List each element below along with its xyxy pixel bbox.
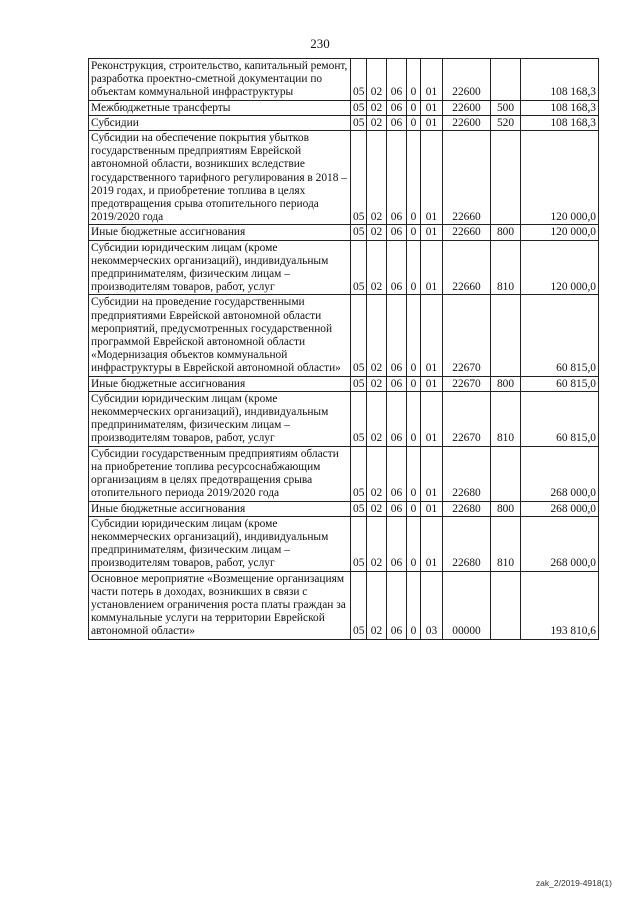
row-name: Субсидии государственным предприятиям области на приобретение топлива ресурсоснабжающим организациям в целях предотвращения срыва отопительного периода 2019/2020 года (89, 446, 351, 501)
table-row (89, 225, 599, 240)
code-program: 06 (387, 295, 407, 376)
row-amount: 108 168,3 (521, 59, 599, 101)
code-direction: 22600 (443, 59, 491, 101)
code-expense-type: 810 (491, 516, 521, 571)
table-row (89, 391, 599, 446)
code-subprogram: 0 (407, 100, 421, 115)
code-section: 02 (367, 225, 387, 240)
table-row (89, 131, 599, 225)
table-row (89, 115, 599, 130)
row-amount: 120 000,0 (521, 225, 599, 240)
row-amount: 120 000,0 (521, 131, 599, 225)
code-expense-type: 810 (491, 391, 521, 446)
row-amount: 268 000,0 (521, 446, 599, 501)
code-direction: 22670 (443, 295, 491, 376)
code-program: 06 (387, 391, 407, 446)
row-amount: 120 000,0 (521, 240, 599, 295)
page-number: 230 (310, 36, 330, 51)
code-subprogram: 0 (407, 571, 421, 639)
code-section: 02 (367, 571, 387, 639)
row-name: Иные бюджетные ассигнования (89, 225, 351, 240)
code-subprogram: 0 (407, 516, 421, 571)
code-expense-type: 520 (491, 115, 521, 130)
row-name: Иные бюджетные ассигнования (89, 376, 351, 391)
code-ministry: 05 (351, 376, 367, 391)
code-subprogram: 0 (407, 501, 421, 516)
row-name: Иные бюджетные ассигнования (89, 501, 351, 516)
code-expense-type (491, 571, 521, 639)
code-ministry: 05 (351, 391, 367, 446)
table-row (89, 571, 599, 639)
code-subprogram: 0 (407, 295, 421, 376)
code-subprogram: 0 (407, 391, 421, 446)
row-name: Межбюджетные трансферты (89, 100, 351, 115)
code-section: 02 (367, 391, 387, 446)
table-row (89, 295, 599, 376)
code-ministry: 05 (351, 571, 367, 639)
table-row (89, 446, 599, 501)
code-program: 06 (387, 240, 407, 295)
row-amount: 60 815,0 (521, 295, 599, 376)
code-expense-type (491, 295, 521, 376)
code-event: 01 (421, 516, 443, 571)
code-expense-type: 800 (491, 501, 521, 516)
code-direction: 22600 (443, 100, 491, 115)
table-row (89, 59, 599, 101)
code-expense-type: 800 (491, 225, 521, 240)
code-section: 02 (367, 115, 387, 130)
row-amount: 268 000,0 (521, 516, 599, 571)
code-event: 01 (421, 446, 443, 501)
row-name: Субсидии на обеспечение покрытия убытков государственным предприятиям Еврейской автономной области, возникших вследствие государственного тарифного регулирования в 2018 – 2019 годах, и приобретение топлива в целях предотвращения срыва отопительного периода 2019/2020 года (89, 131, 351, 225)
code-program: 06 (387, 516, 407, 571)
code-event: 01 (421, 376, 443, 391)
table-row (89, 240, 599, 295)
code-ministry: 05 (351, 225, 367, 240)
row-amount: 60 815,0 (521, 376, 599, 391)
code-subprogram: 0 (407, 131, 421, 225)
row-name: Субсидии юридическим лицам (кроме некоммерческих организаций), индивидуальным предпринимателям, физическим лицам – производителям товаров, работ, услуг (89, 240, 351, 295)
code-event: 01 (421, 391, 443, 446)
code-direction: 00000 (443, 571, 491, 639)
row-name: Субсидии юридическим лицам (кроме некоммерческих организаций), индивидуальным предпринимателям, физическим лицам – производителям товаров, работ, услуг (89, 516, 351, 571)
table-row (89, 100, 599, 115)
code-subprogram: 0 (407, 240, 421, 295)
table-row (89, 376, 599, 391)
code-program: 06 (387, 131, 407, 225)
row-amount: 268 000,0 (521, 501, 599, 516)
code-section: 02 (367, 59, 387, 101)
code-program: 06 (387, 59, 407, 101)
code-section: 02 (367, 501, 387, 516)
code-program: 06 (387, 376, 407, 391)
code-ministry: 05 (351, 446, 367, 501)
code-program: 06 (387, 501, 407, 516)
table-row (89, 501, 599, 516)
row-amount: 60 815,0 (521, 391, 599, 446)
budget-table-body (89, 59, 599, 640)
row-amount: 108 168,3 (521, 100, 599, 115)
code-ministry: 05 (351, 115, 367, 130)
code-subprogram: 0 (407, 376, 421, 391)
code-program: 06 (387, 446, 407, 501)
code-section: 02 (367, 376, 387, 391)
code-direction: 22680 (443, 446, 491, 501)
code-event: 03 (421, 571, 443, 639)
row-name: Субсидии юридическим лицам (кроме некоммерческих организаций), индивидуальным предпринимателям, физическим лицам – производителям товаров, работ, услуг (89, 391, 351, 446)
code-event: 01 (421, 225, 443, 240)
code-expense-type (491, 446, 521, 501)
code-expense-type: 800 (491, 376, 521, 391)
code-subprogram: 0 (407, 225, 421, 240)
code-event: 01 (421, 115, 443, 130)
code-subprogram: 0 (407, 115, 421, 130)
code-section: 02 (367, 131, 387, 225)
code-ministry: 05 (351, 59, 367, 101)
row-amount: 193 810,6 (521, 571, 599, 639)
code-program: 06 (387, 571, 407, 639)
code-direction: 22670 (443, 391, 491, 446)
row-amount: 108 168,3 (521, 115, 599, 130)
row-name: Субсидии (89, 115, 351, 130)
code-ministry: 05 (351, 131, 367, 225)
code-event: 01 (421, 100, 443, 115)
code-direction: 22660 (443, 225, 491, 240)
code-expense-type: 500 (491, 100, 521, 115)
code-direction: 22670 (443, 376, 491, 391)
code-ministry: 05 (351, 295, 367, 376)
code-event: 01 (421, 501, 443, 516)
row-name: Субсидии на проведение государственными предприятиями Еврейской автономной области мероприятий, предусмотренных государственной программой Еврейской автономной области «Модернизация объектов коммунальной инфраструктуры в Еврейской автономной области» (89, 295, 351, 376)
code-event: 01 (421, 295, 443, 376)
code-section: 02 (367, 295, 387, 376)
code-expense-type: 810 (491, 240, 521, 295)
row-name: Реконструкция, строительство, капитальный ремонт, разработка проектно-сметной документации по объектам коммунальной инфраструктуры (89, 59, 351, 101)
code-ministry: 05 (351, 501, 367, 516)
code-event: 01 (421, 131, 443, 225)
code-program: 06 (387, 115, 407, 130)
code-direction: 22680 (443, 516, 491, 571)
code-program: 06 (387, 225, 407, 240)
code-section: 02 (367, 100, 387, 115)
code-subprogram: 0 (407, 59, 421, 101)
budget-table (88, 58, 599, 640)
code-expense-type (491, 59, 521, 101)
code-subprogram: 0 (407, 446, 421, 501)
code-ministry: 05 (351, 516, 367, 571)
code-section: 02 (367, 516, 387, 571)
document-code: zak_2/2019-4918(1) (535, 878, 612, 888)
code-event: 01 (421, 59, 443, 101)
code-ministry: 05 (351, 100, 367, 115)
code-program: 06 (387, 100, 407, 115)
code-ministry: 05 (351, 240, 367, 295)
code-direction: 22660 (443, 131, 491, 225)
code-section: 02 (367, 446, 387, 501)
code-direction: 22600 (443, 115, 491, 130)
row-name: Основное мероприятие «Возмещение организациям части потерь в доходах, возникших в связи с установлением ограничения роста платы граждан за коммунальные услуги на территории Еврейской автономной области» (89, 571, 351, 639)
code-section: 02 (367, 240, 387, 295)
table-row (89, 516, 599, 571)
code-direction: 22660 (443, 240, 491, 295)
code-direction: 22680 (443, 501, 491, 516)
code-event: 01 (421, 240, 443, 295)
code-expense-type (491, 131, 521, 225)
